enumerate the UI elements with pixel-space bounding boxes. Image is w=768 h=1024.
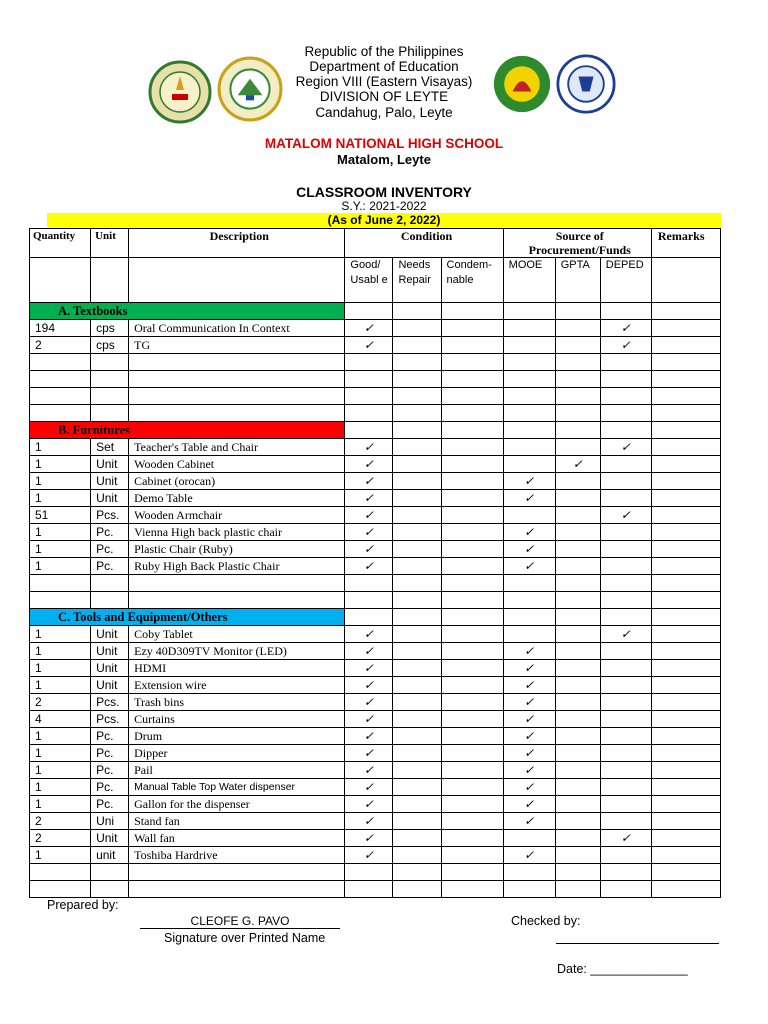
- item-remarks: [651, 762, 720, 779]
- table-row: [30, 490, 721, 507]
- item-quantity: 1: [30, 762, 91, 779]
- check-mark-mooe: ✓: [503, 694, 555, 711]
- blank-row: [30, 575, 721, 592]
- table-row: [30, 830, 721, 847]
- item-description: Stand fan: [129, 813, 345, 830]
- check-mark-mooe: ✓: [503, 711, 555, 728]
- item-remarks: [651, 745, 720, 762]
- item-unit: cps: [91, 337, 129, 354]
- table-row: [30, 439, 721, 456]
- item-remarks: [651, 558, 720, 575]
- column-condemnable: Condem- nable: [441, 258, 503, 303]
- item-description: Wall fan: [129, 830, 345, 847]
- category-row: [30, 609, 721, 626]
- item-description: Ruby High Back Plastic Chair: [129, 558, 345, 575]
- item-quantity: 2: [30, 694, 91, 711]
- category-header: C. Tools and Equipment/Others: [30, 609, 345, 626]
- item-remarks: [651, 711, 720, 728]
- item-description: Cabinet (orocan): [129, 473, 345, 490]
- check-mark-good: ✓: [345, 762, 393, 779]
- table-row: [30, 456, 721, 473]
- table-row: [30, 728, 721, 745]
- table-row: [30, 745, 721, 762]
- check-mark-good: ✓: [345, 728, 393, 745]
- item-remarks: [651, 507, 720, 524]
- item-quantity: 51: [30, 507, 91, 524]
- item-remarks: [651, 847, 720, 864]
- blank-row: [30, 405, 721, 422]
- item-remarks: [651, 796, 720, 813]
- check-mark-mooe: ✓: [503, 847, 555, 864]
- column-description: Description: [129, 229, 345, 258]
- item-description: Manual Table Top Water dispenser: [129, 779, 345, 796]
- check-mark-mooe: ✓: [503, 728, 555, 745]
- item-remarks: [651, 541, 720, 558]
- item-unit: cps: [91, 320, 129, 337]
- table-row: [30, 558, 721, 575]
- item-description: Ezy 40D309TV Monitor (LED): [129, 643, 345, 660]
- item-unit: Unit: [91, 677, 129, 694]
- page-title: CLASSROOM INVENTORY: [296, 184, 472, 200]
- item-description: Pail: [129, 762, 345, 779]
- item-quantity: 1: [30, 439, 91, 456]
- item-description: Teacher's Table and Chair: [129, 439, 345, 456]
- column-remarks: Remarks: [651, 229, 720, 258]
- checked-by-label: Checked by:: [511, 914, 581, 928]
- date-field: Date: ______________: [557, 962, 688, 976]
- item-unit: Pc.: [91, 796, 129, 813]
- check-mark-mooe: ✓: [503, 660, 555, 677]
- table-row: [30, 711, 721, 728]
- location-line: Candahug, Palo, Leyte: [315, 105, 453, 120]
- item-quantity: 194: [30, 320, 91, 337]
- item-description: Wooden Armchair: [129, 507, 345, 524]
- table-row: [30, 847, 721, 864]
- item-description: Coby Tablet: [129, 626, 345, 643]
- column-condition: Condition: [345, 229, 503, 258]
- check-mark-mooe: ✓: [503, 677, 555, 694]
- item-description: Drum: [129, 728, 345, 745]
- check-mark-good: ✓: [345, 677, 393, 694]
- item-unit: Unit: [91, 626, 129, 643]
- check-mark-deped: ✓: [600, 439, 651, 456]
- school-name: MATALOM NATIONAL HIGH SCHOOL: [264, 136, 504, 151]
- check-mark-mooe: ✓: [503, 779, 555, 796]
- item-remarks: [651, 728, 720, 745]
- item-remarks: [651, 779, 720, 796]
- school-year: S.Y.: 2021-2022: [341, 199, 427, 213]
- item-quantity: 1: [30, 779, 91, 796]
- check-mark-good: ✓: [345, 507, 393, 524]
- table-row: [30, 524, 721, 541]
- item-unit: Pc.: [91, 762, 129, 779]
- blank-row: [30, 881, 721, 898]
- item-description: TG: [129, 337, 345, 354]
- category-header: A. Textbooks: [30, 303, 345, 320]
- signature-line: [140, 928, 340, 929]
- check-mark-mooe: ✓: [503, 813, 555, 830]
- item-description: Demo Table: [129, 490, 345, 507]
- column-needs-repair: Needs Repair: [393, 258, 441, 303]
- table-row: [30, 507, 721, 524]
- item-description: HDMI: [129, 660, 345, 677]
- item-description: Gallon for the dispenser: [129, 796, 345, 813]
- item-remarks: [651, 643, 720, 660]
- check-mark-mooe: ✓: [503, 473, 555, 490]
- item-remarks: [651, 439, 720, 456]
- blank-row: [30, 371, 721, 388]
- column-gpta: GPTA: [555, 258, 600, 303]
- item-remarks: [651, 456, 720, 473]
- category-header: B. Furnitures: [30, 422, 345, 439]
- check-mark-good: ✓: [345, 490, 393, 507]
- item-unit: Unit: [91, 660, 129, 677]
- check-mark-mooe: ✓: [503, 643, 555, 660]
- check-mark-good: ✓: [345, 626, 393, 643]
- check-mark-mooe: ✓: [503, 796, 555, 813]
- check-mark-mooe: ✓: [503, 745, 555, 762]
- table-row: [30, 796, 721, 813]
- item-description: Curtains: [129, 711, 345, 728]
- item-unit: Pc.: [91, 728, 129, 745]
- item-unit: Unit: [91, 643, 129, 660]
- item-description: Oral Communication In Context: [129, 320, 345, 337]
- item-remarks: [651, 626, 720, 643]
- table-row: [30, 541, 721, 558]
- check-mark-good: ✓: [345, 847, 393, 864]
- item-quantity: 2: [30, 337, 91, 354]
- check-mark-good: ✓: [345, 558, 393, 575]
- table-row: [30, 694, 721, 711]
- item-quantity: 1: [30, 847, 91, 864]
- as-of-date: (As of June 2, 2022): [47, 213, 721, 227]
- item-unit: Unit: [91, 490, 129, 507]
- check-mark-good: ✓: [345, 643, 393, 660]
- item-description: Dipper: [129, 745, 345, 762]
- check-mark-good: ✓: [345, 830, 393, 847]
- table-row: [30, 677, 721, 694]
- item-unit: Pcs.: [91, 694, 129, 711]
- check-mark-deped: ✓: [600, 626, 651, 643]
- item-description: Vienna High back plastic chair: [129, 524, 345, 541]
- table-row: [30, 320, 721, 337]
- check-mark-mooe: ✓: [503, 490, 555, 507]
- check-mark-good: ✓: [345, 456, 393, 473]
- preparer-name: CLEOFE G. PAVO: [190, 914, 290, 928]
- category-row: [30, 303, 721, 320]
- column-mooe: MOOE: [503, 258, 555, 303]
- item-unit: Pcs.: [91, 507, 129, 524]
- table-row: [30, 473, 721, 490]
- region-line: Region VIII (Eastern Visayas): [295, 74, 473, 89]
- check-mark-deped: ✓: [600, 507, 651, 524]
- item-unit: Unit: [91, 473, 129, 490]
- blank-row: [30, 592, 721, 609]
- item-description: Extension wire: [129, 677, 345, 694]
- item-remarks: [651, 677, 720, 694]
- item-quantity: 1: [30, 558, 91, 575]
- republic-line: Republic of the Philippines: [304, 44, 464, 59]
- category-row: [30, 422, 721, 439]
- check-mark-good: ✓: [345, 660, 393, 677]
- check-mark-good: ✓: [345, 524, 393, 541]
- item-unit: Pc.: [91, 779, 129, 796]
- item-unit: Pc.: [91, 541, 129, 558]
- inventory-table: [29, 228, 721, 898]
- item-remarks: [651, 490, 720, 507]
- check-mark-good: ✓: [345, 541, 393, 558]
- item-remarks: [651, 473, 720, 490]
- check-mark-good: ✓: [345, 779, 393, 796]
- item-remarks: [651, 524, 720, 541]
- item-quantity: 1: [30, 490, 91, 507]
- check-mark-good: ✓: [345, 711, 393, 728]
- table-row: [30, 660, 721, 677]
- check-mark-deped: ✓: [600, 320, 651, 337]
- column-good: Good/ Usabl e: [345, 258, 393, 303]
- item-remarks: [651, 694, 720, 711]
- item-quantity: 1: [30, 796, 91, 813]
- column-unit: Unit: [91, 229, 129, 258]
- column-deped: DEPED: [600, 258, 651, 303]
- table-row: [30, 779, 721, 796]
- item-quantity: 1: [30, 677, 91, 694]
- check-mark-deped: ✓: [600, 337, 651, 354]
- item-quantity: 1: [30, 643, 91, 660]
- check-mark-mooe: ✓: [503, 541, 555, 558]
- item-quantity: 1: [30, 473, 91, 490]
- checked-by-line: [556, 943, 719, 944]
- item-quantity: 2: [30, 830, 91, 847]
- item-quantity: 2: [30, 813, 91, 830]
- school-town: Matalom, Leyte: [337, 152, 431, 167]
- signature-caption: Signature over Printed Name: [164, 931, 326, 945]
- item-unit: Pcs.: [91, 711, 129, 728]
- item-remarks: [651, 660, 720, 677]
- check-mark-good: ✓: [345, 337, 393, 354]
- table-row: [30, 626, 721, 643]
- check-mark-good: ✓: [345, 694, 393, 711]
- division-line: DIVISION OF LEYTE: [319, 89, 449, 104]
- item-description: Trash bins: [129, 694, 345, 711]
- check-mark-good: ✓: [345, 439, 393, 456]
- blank-row: [30, 388, 721, 405]
- table-row: [30, 337, 721, 354]
- item-unit: Pc.: [91, 558, 129, 575]
- item-quantity: 1: [30, 626, 91, 643]
- item-remarks: [651, 813, 720, 830]
- check-mark-good: ✓: [345, 796, 393, 813]
- check-mark-good: ✓: [345, 320, 393, 337]
- blank-row: [30, 864, 721, 881]
- item-unit: unit: [91, 847, 129, 864]
- item-quantity: 1: [30, 541, 91, 558]
- item-unit: Pc.: [91, 524, 129, 541]
- item-description: Plastic Chair (Ruby): [129, 541, 345, 558]
- column-source: Source of Procurement/Funds: [503, 229, 651, 258]
- item-remarks: [651, 830, 720, 847]
- blank-row: [30, 354, 721, 371]
- item-description: Wooden Cabinet: [129, 456, 345, 473]
- check-mark-mooe: ✓: [503, 558, 555, 575]
- item-quantity: 1: [30, 745, 91, 762]
- item-unit: Unit: [91, 830, 129, 847]
- item-quantity: 1: [30, 728, 91, 745]
- table-row: [30, 643, 721, 660]
- check-mark-good: ✓: [345, 813, 393, 830]
- item-quantity: 1: [30, 660, 91, 677]
- check-mark-deped: ✓: [600, 830, 651, 847]
- check-mark-good: ✓: [345, 473, 393, 490]
- table-row: [30, 813, 721, 830]
- item-remarks: [651, 320, 720, 337]
- item-quantity: 1: [30, 524, 91, 541]
- check-mark-good: ✓: [345, 745, 393, 762]
- item-unit: Unit: [91, 456, 129, 473]
- item-unit: Uni: [91, 813, 129, 830]
- item-quantity: 1: [30, 456, 91, 473]
- item-remarks: [651, 337, 720, 354]
- item-unit: Pc.: [91, 745, 129, 762]
- prepared-by-label: Prepared by:: [47, 898, 119, 912]
- check-mark-mooe: ✓: [503, 762, 555, 779]
- check-mark-gpta: ✓: [555, 456, 600, 473]
- column-quantity: Quantity: [30, 229, 91, 258]
- check-mark-mooe: ✓: [503, 524, 555, 541]
- department-line: Department of Education: [309, 59, 459, 74]
- item-description: Toshiba Hardrive: [129, 847, 345, 864]
- table-row: [30, 762, 721, 779]
- item-unit: Set: [91, 439, 129, 456]
- item-quantity: 4: [30, 711, 91, 728]
